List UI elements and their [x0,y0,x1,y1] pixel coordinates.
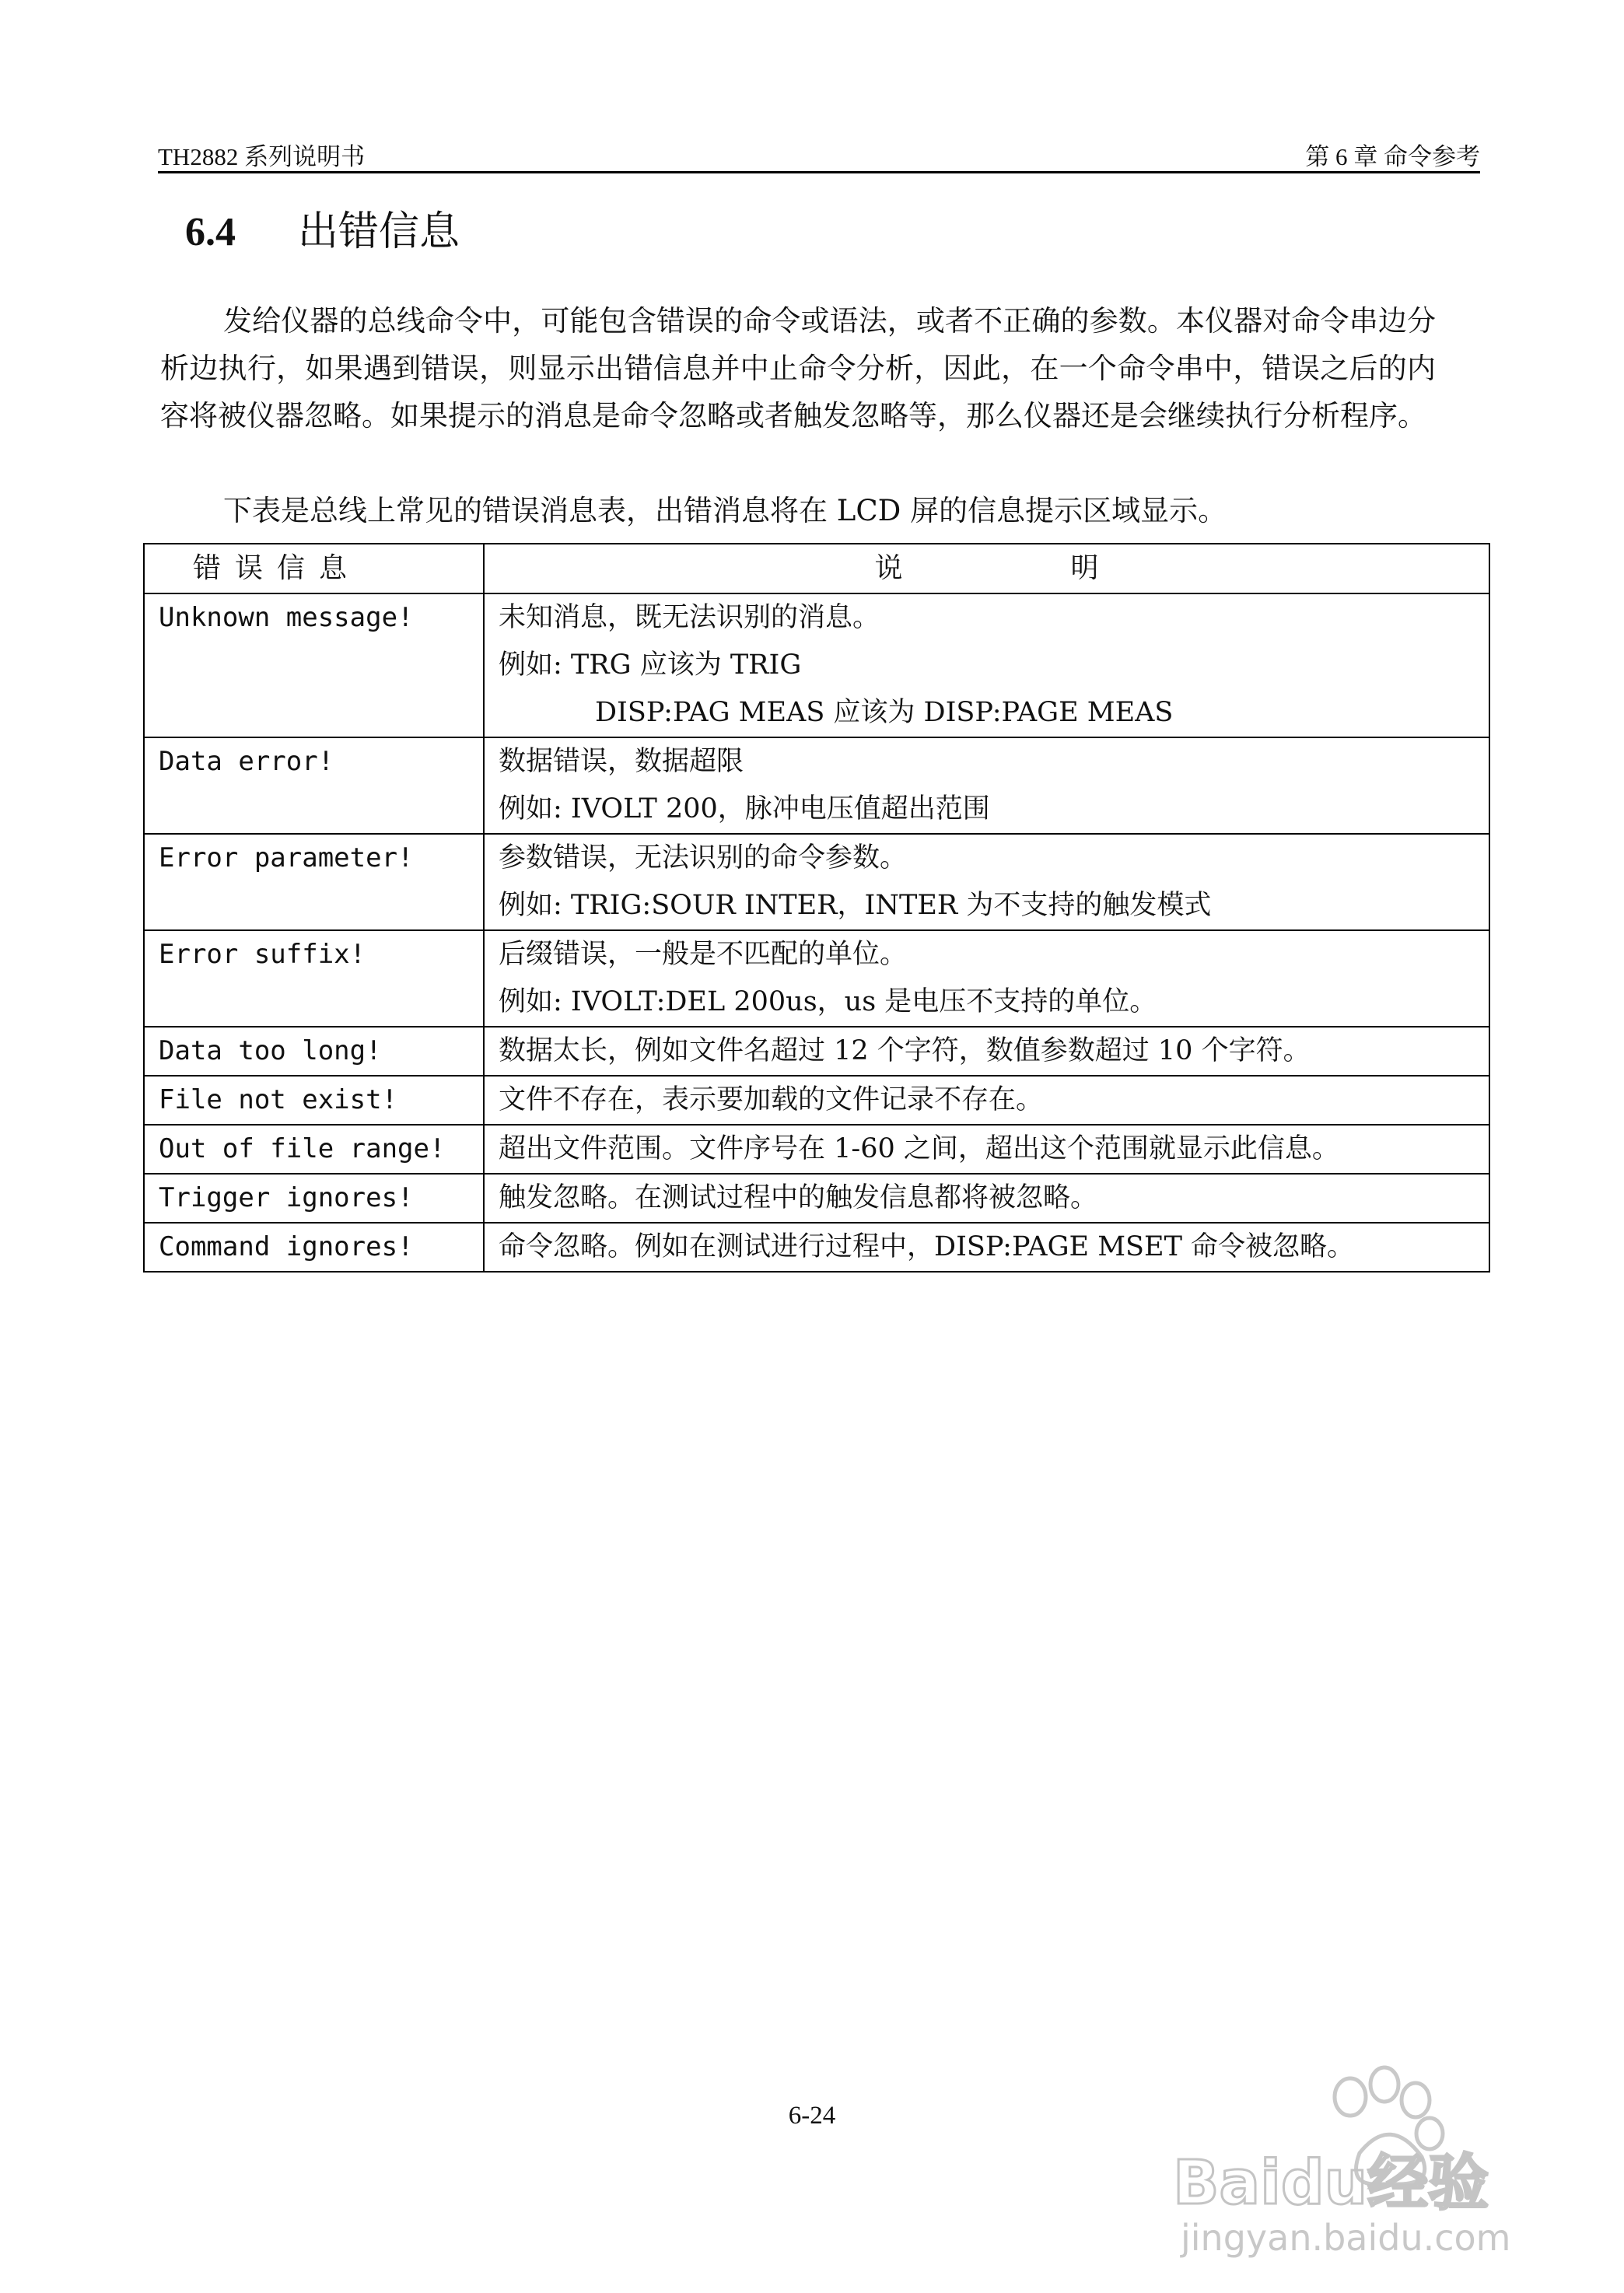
description-line: 参数错误，无法识别的命令参数。 [499,842,908,873]
error-message-cell: Command ignores! [144,1223,484,1272]
error-message-cell: Error suffix! [144,930,484,1027]
table-row [144,1223,1489,1272]
description-line: 数据太长，例如文件名超过 12 个字符，数值参数超过 10 个字符。 [499,1035,1311,1066]
error-message-cell: Error parameter! [144,834,484,930]
section-number: 6.4 [185,210,236,254]
table-header-row [144,544,1489,593]
header-chapter-title: 第 6 章 命令参考 [1305,143,1480,170]
page-number: 6-24 [788,2102,836,2130]
description-line: 命令忽略。例如在测试进行过程中，DISP:PAGE MSET 命令被忽略。 [499,1231,1355,1262]
column-header-message: 错误信息 [144,544,484,593]
table-row [144,930,1489,1027]
error-description-cell [484,1174,1489,1223]
error-message-table [143,543,1490,1273]
error-message-cell: File not exist! [144,1076,484,1125]
error-description-cell [484,1223,1489,1272]
error-description-cell [484,834,1489,930]
error-message-cell: Data error! [144,737,484,834]
error-message-cell: Unknown message! [144,593,484,737]
description-line: 例如: TRG 应该为 TRIG [499,649,802,681]
description-line: 例如: IVOLT 200，脉冲电压值超出范围 [499,793,990,824]
error-description-cell [484,737,1489,834]
table-row [144,834,1489,930]
description-line: 例如: TRIG:SOUR INTER，INTER 为不支持的触发模式 [499,890,1212,921]
description-line: 数据错误，数据超限 [499,746,744,777]
description-line: 超出文件范围。文件序号在 1-60 之间，超出这个范围就显示此信息。 [499,1133,1339,1164]
table-row [144,593,1489,737]
table-row [144,1174,1489,1223]
description-line: 未知消息，既无法识别的消息。 [499,602,880,633]
error-description-cell [484,1076,1489,1125]
watermark-logo-text: Baidu经验 [1173,2148,1489,2218]
header-doc-title: TH2882 系列说明书 [158,143,366,170]
error-description-cell [484,593,1489,737]
description-line: 触发忽略。在测试过程中的触发信息都将被忽略。 [499,1182,1098,1213]
error-message-cell: Trigger ignores! [144,1174,484,1223]
watermark-url: jingyan.baidu.com [1181,2217,1511,2259]
description-line: 例如: IVOLT:DEL 200us，us 是电压不支持的单位。 [499,986,1157,1017]
column-header-description: 说 明 [484,544,1489,593]
table-row [144,1027,1489,1076]
baidu-jingyan-watermark [1165,2060,1531,2262]
error-description-cell [484,930,1489,1027]
error-description-cell [484,1027,1489,1076]
error-message-cell: Out of file range! [144,1125,484,1174]
body-paragraph: 下表是总线上常见的错误消息表，出错消息将在 LCD 屏的信息提示区域显示。 [223,494,1227,527]
table-row [144,737,1489,834]
section-heading [185,198,460,257]
header-divider [158,171,1480,173]
description-line: DISP:PAG MEAS 应该为 DISP:PAGE MEAS [595,697,1174,728]
table-row [144,1076,1489,1125]
section-title: 出错信息 [298,208,460,255]
description-line: 文件不存在，表示要加载的文件记录不存在。 [499,1084,1044,1115]
body-paragraph: 发给仪器的总线命令中，可能包含错误的命令或语法，或者不正确的参数。本仪器对命令串边分析边执行，如果遇到错误，则显示出错信息并中止命令分析，因此，在一个命令串中，错误之后的内容将被仪器忽略。如果提示的消息是命令忽略或者触发忽略等，那么仪器还是会继续执行分析程序。 [160,304,1436,432]
table-row [144,1125,1489,1174]
error-message-cell: Data too long! [144,1027,484,1076]
description-line: 后缀错误，一般是不匹配的单位。 [499,939,908,970]
error-description-cell [484,1125,1489,1174]
